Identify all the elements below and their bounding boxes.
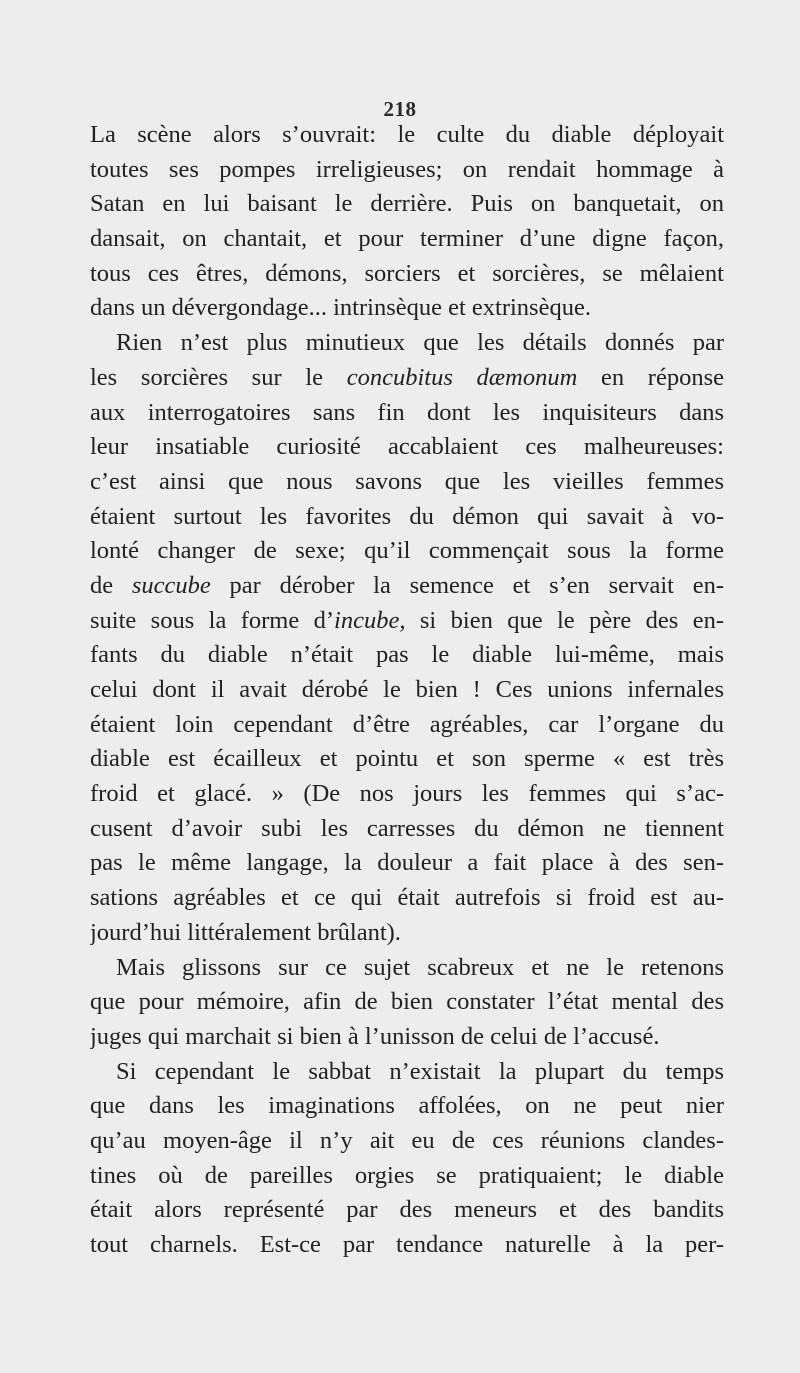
text-segment: dans un dévergondage... intrinsèque et extrinsèque. — [90, 294, 591, 322]
text-segment: par dérober la semence et s’en servait en- — [210, 571, 724, 599]
text-line — [90, 326, 724, 361]
text-segment: La scène alors s’ouvrait: le culte du diable déployait — [90, 121, 724, 148]
text-segment: de — [90, 571, 132, 599]
text-segment: en réponse — [577, 363, 724, 391]
text-line — [90, 1228, 724, 1263]
text-segment: suite sous la forme d’ — [90, 606, 335, 634]
text-line — [90, 951, 724, 986]
italic-term: incube, — [334, 606, 406, 634]
text-line — [90, 118, 724, 153]
text-segment: que dans les imaginations affolées, on ne peut nier — [90, 1092, 724, 1120]
text-line — [90, 846, 724, 881]
text-line — [90, 257, 724, 292]
text-segment: diable est écailleux et pointu et son sperme « est très — [90, 745, 724, 773]
text-segment: aux interrogatoires sans fin dont les inquisiteurs dans — [90, 398, 724, 426]
text-segment: étaient loin cependant d’être agréables, car l’organe du — [90, 710, 724, 738]
text-segment: fants du diable n’était pas le diable lui-même, mais — [90, 641, 724, 669]
text-line — [90, 430, 724, 465]
text-segment: tout charnels. Est-ce par tendance naturelle à la per- — [90, 1231, 724, 1258]
text-segment: jourd’hui littéralement brûlant). — [90, 918, 401, 946]
text-segment: froid et glacé. » (De nos jours les femmes qui s’ac- — [90, 780, 724, 808]
text-line — [90, 604, 724, 639]
text-segment: tines où de pareilles orgies se pratiquaient; le diable — [90, 1161, 724, 1189]
text-segment: toutes ses pompes irreligieuses; on rendait hommage à — [90, 155, 724, 183]
text-segment: était alors représenté par des meneurs et des bandits — [90, 1196, 724, 1224]
text-line — [90, 985, 724, 1020]
text-segment: sations agréables et ce qui était autrefois si froid est au- — [90, 884, 724, 912]
text-segment: c’est ainsi que nous savons que les vieilles femmes — [90, 467, 724, 495]
text-segment: Rien n’est plus minutieux que les détails donnés par — [116, 329, 724, 357]
italic-term: concubitus dæmonum — [346, 363, 578, 391]
text-line — [90, 1020, 724, 1055]
text-line — [90, 569, 724, 604]
text-segment: étaient surtout les favorites du démon qui savait à vo- — [90, 502, 724, 530]
text-segment: Satan en lui baisant le derrière. Puis on banquetait, on — [90, 190, 724, 218]
text-segment: si bien que le père des en- — [405, 606, 724, 634]
text-segment: cusent d’avoir subi les carresses du démon ne tiennent — [90, 814, 724, 842]
text-line — [90, 153, 724, 188]
text-segment: qu’au moyen-âge il n’y ait eu de ces réunions clandes- — [90, 1126, 724, 1154]
text-line — [90, 708, 724, 743]
text-line — [90, 1055, 724, 1090]
text-segment: tous ces êtres, démons, sorciers et sorcières, se mêlaient — [90, 259, 724, 287]
text-segment: celui dont il avait dérobé le bien ! Ces unions infernales — [90, 676, 724, 703]
text-line — [90, 222, 724, 257]
text-line — [90, 465, 724, 500]
text-segment: leur insatiable curiosité accablaient ces malheureuses: — [90, 433, 724, 461]
text-segment: juges qui marchait si bien à l’unisson de celui de l’accusé. — [90, 1022, 660, 1050]
text-segment: pas le même langage, la douleur a fait place à des sen- — [90, 849, 724, 877]
text-segment: que pour mémoire, afin de bien constater l’état mental des — [90, 988, 724, 1016]
text-line — [90, 1159, 724, 1194]
text-segment: les sorcières sur le — [90, 363, 347, 391]
text-line — [90, 742, 724, 777]
text-line — [90, 1193, 724, 1228]
text-line — [90, 396, 724, 431]
italic-term: succube — [131, 571, 211, 599]
text-segment: Mais glissons sur ce sujet scabreux et ne le retenons — [116, 953, 724, 981]
text-line — [90, 916, 724, 951]
text-segment: lonté changer de sexe; qu’il commençait sous la forme — [90, 537, 724, 565]
text-segment: Si cependant le sabbat n’existait la plupart du temps — [116, 1057, 724, 1085]
text-line — [90, 812, 724, 847]
text-line — [90, 777, 724, 812]
text-line — [90, 361, 724, 396]
text-segment: dansait, on chantait, et pour terminer d’une digne façon, — [90, 225, 724, 253]
text-line — [90, 500, 724, 535]
text-line — [90, 881, 724, 916]
text-line — [90, 187, 724, 222]
page-number: 218 — [383, 97, 417, 121]
text-line — [90, 291, 724, 326]
text-line — [90, 638, 724, 673]
text-line — [90, 1124, 724, 1159]
text-line — [90, 673, 724, 708]
body-text — [90, 118, 724, 1263]
text-line — [90, 1089, 724, 1124]
text-line — [90, 534, 724, 569]
